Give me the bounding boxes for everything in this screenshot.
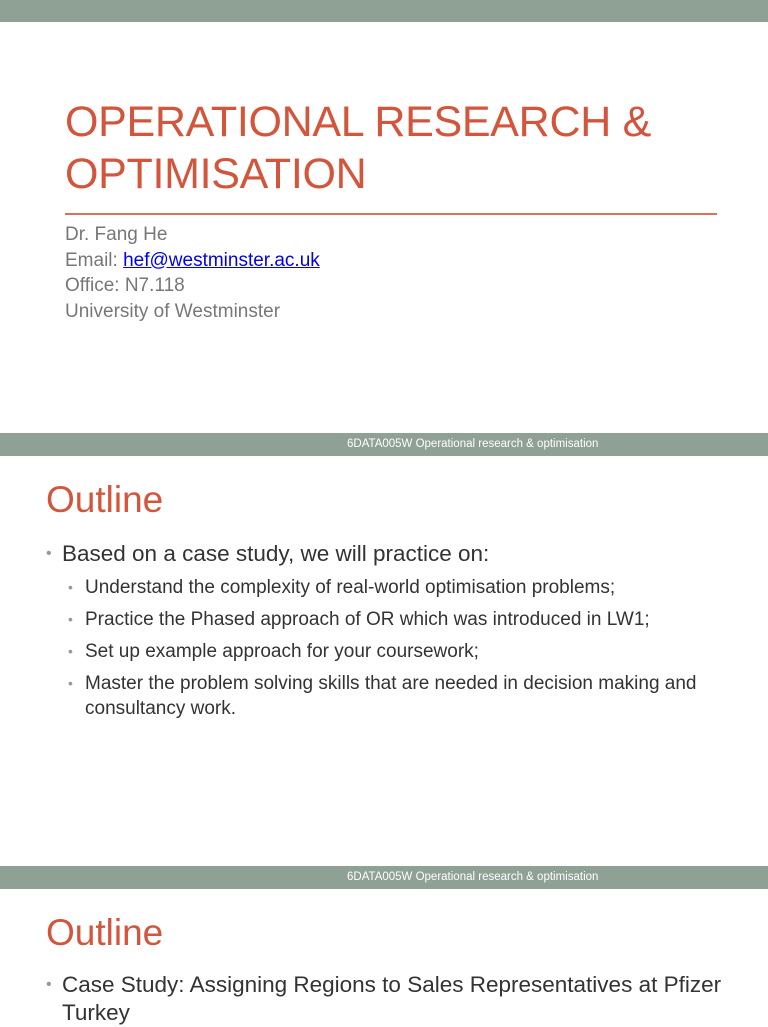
lecturer-details [65,222,320,324]
bullet-item [46,971,746,1027]
sub-bullet-item [46,607,746,632]
bullet-icon: • [68,643,73,659]
slide-footer [0,866,768,889]
sub-bullet-item [46,575,746,600]
footer-text: 6DATA005W Operational research & optimisation [347,438,599,450]
email-line [65,248,320,274]
top-band [0,0,768,22]
bullet-icon: • [68,675,73,691]
bullet-icon: • [68,579,73,595]
slide-heading: Outline [46,912,164,953]
sub-bullet-text: Set up example approach for your coursework; [85,641,479,662]
sub-bullet-item [46,671,746,721]
footer-text: 6DATA005W Operational research & optimisation [347,871,599,883]
slide-footer [0,433,768,456]
bullet-text: Case Study: Assigning Regions to Sales Representatives at Pfizer Turkey [62,972,722,1025]
lecturer-name: Dr. Fang He [65,224,168,245]
slide-heading: Outline [46,479,164,520]
office-line: Office: N7.118 [65,275,185,296]
bullet-icon: • [46,545,52,562]
sub-bullet-text: Understand the complexity of real-world optimisation problems; [85,577,616,598]
sub-bullet-item [46,639,746,664]
email-link[interactable]: hef@westminster.ac.uk [123,249,320,271]
sub-bullet-text: Master the problem solving skills that are needed in decision making and consultancy work. [85,673,697,719]
bullet-list [46,540,746,721]
bullet-icon: • [68,611,73,627]
university-line: University of Westminster [65,300,281,322]
bullet-text: Based on a case study, we will practice on: [62,541,490,566]
bullet-item [46,540,746,568]
bullet-icon: • [46,976,52,993]
title-divider [65,213,717,215]
bullet-list [46,971,746,1027]
slide-title: OPERATIONAL RESEARCH & OPTIMISATION [65,98,651,198]
sub-bullet-text: Practice the Phased approach of OR which was introduced in LW1; [85,609,650,630]
email-label: Email: [65,249,124,271]
